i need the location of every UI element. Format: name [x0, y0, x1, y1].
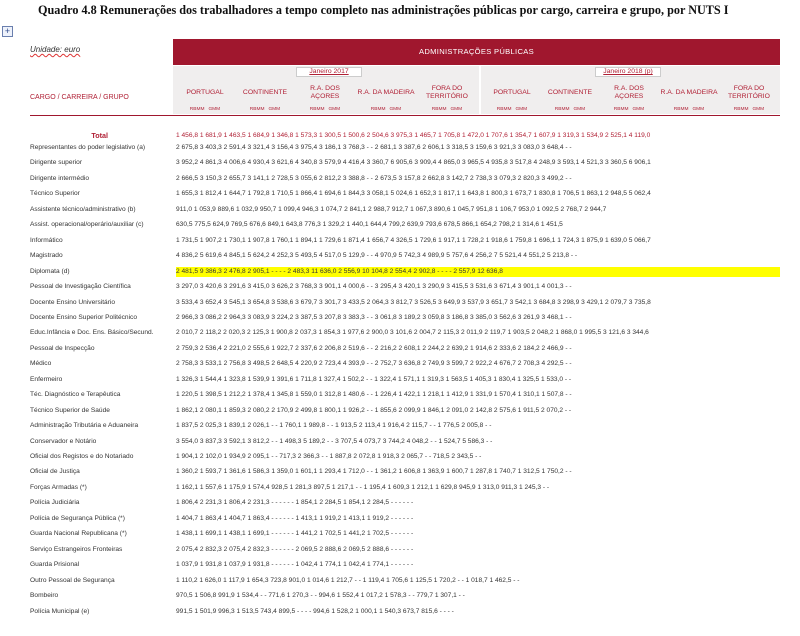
row-label: Assist. operacional/operário/auxiliar (c): [30, 221, 144, 228]
row-values: 2 010,7 2 118,2 2 020,3 2 125,3 1 900,8 2 037,3 1 854,3 1 977,6 2 900,0 3 101,6 2 004,7 2 115,3 2 011,9 2 119,7 1 903,5 2 048,2 1 868,0 1 995,5 3 121,6 3 344,6: [176, 329, 649, 336]
col-acores-2017: R.A. DOS AÇORES: [310, 84, 340, 100]
row-label: Técnico Superior: [30, 190, 80, 197]
col-portugal-2018: PORTUGAL: [493, 88, 531, 96]
row-label: Médico: [30, 360, 52, 367]
header-rule: [30, 115, 780, 116]
subcols-portugal-2017: RBMM GMM: [189, 107, 221, 112]
row-label: Diplomata (d): [30, 268, 70, 275]
row-label: Representantes do poder legislativo (a): [30, 144, 146, 151]
row-label: Informático: [30, 237, 63, 244]
col-fora-2017: FORA DO TERRITÓRIO: [426, 84, 468, 100]
table-title: Quadro 4.8 Remunerações dos trabalhadores a tempo completo nas administrações públicas por cargo, carreira e grupo, por NUTS I: [38, 3, 729, 17]
row-header-label: CARGO / CARREIRA / GRUPO: [30, 94, 129, 101]
col-madeira-2017: R.A. DA MADEIRA: [357, 88, 415, 96]
row-label: Forças Armadas (*): [30, 484, 87, 491]
row-values: 2 759,3 2 536,4 2 221,0 2 555,6 1 922,7 2 337,6 2 206,8 2 519,6 - - 2 216,2 2 608,1 2 244,2 2 639,2 1 914,6 2 333,6 2 184,2 2 466,9 - -: [176, 345, 572, 352]
row-label: Serviço Estrangeiros Fronteiras: [30, 546, 123, 553]
row-label: Polícia Municipal (e): [30, 608, 90, 615]
row-values: 991,5 1 501,9 996,3 1 513,5 743,4 899,5 - - - - 994,6 1 528,2 1 000,1 1 540,3 673,7 815,6 - - - -: [176, 608, 454, 615]
row-label: Polícia de Segurança Pública (*): [30, 515, 125, 522]
row-values: 2 481,5 9 386,3 2 476,8 2 905,1 - - - - 2 483,3 11 636,0 2 556,9 10 104,8 2 554,4 2 902,8 - - - - 2 557,9 12 636,8: [176, 267, 780, 277]
row-values: 1 731,5 1 907,2 1 730,1 1 907,8 1 760,1 1 894,1 1 729,6 1 871,4 1 656,7 4 326,5 1 729,6 1 917,1 1 728,2 1 918,6 1 759,8 1 696,1 1 724,3 1 875,9 1 639,0 5 066,7: [176, 237, 651, 244]
row-values: 630,5 775,5 624,9 769,5 676,6 849,1 643,8 776,3 1 329,2 1 440,1 644,4 799,2 639,9 793,6 678,5 866,1 654,2 798,2 1 314,6 1 451,5: [176, 221, 563, 228]
row-values: 1 837,5 2 025,3 1 839,1 2 026,1 - - 1 760,1 1 989,8 - - 1 913,5 2 113,4 1 916,4 2 115,7 - - 1 776,5 2 005,8 - -: [176, 422, 492, 429]
subcols-acores-2017: RBMM GMM: [309, 107, 341, 112]
row-values: 1 220,5 1 398,5 1 212,2 1 378,4 1 345,8 1 559,0 1 312,8 1 480,6 - - 1 226,4 1 422,1 1 218,1 1 412,9 1 331,9 1 570,4 1 310,1 1 507,8 - -: [176, 391, 572, 398]
subcols-madeira-2018: RBMM GMM: [673, 107, 705, 112]
subcols-portugal-2018: RBMM GMM: [496, 107, 528, 112]
row-label: Docente Ensino Superior Politécnico: [30, 314, 138, 321]
header-banner: ADMINISTRAÇÕES PÚBLICAS: [173, 39, 780, 65]
row-values: 3 533,4 3 652,4 3 545,1 3 654,8 3 538,6 3 679,7 3 301,7 3 433,5 2 064,3 3 812,7 3 526,5 3 649,9 3 537,9 3 651,7 3 542,1 3 684,8 3 298,9 3 429,1 2 079,7 3 735,8: [176, 299, 651, 306]
row-label: Bombeiro: [30, 592, 59, 599]
row-values: 1 037,9 1 931,8 1 037,9 1 931,8 - - - - - - 1 042,4 1 774,1 1 042,4 1 774,1 - - - - - -: [176, 561, 414, 568]
subcols-madeira-2017: RBMM GMM: [370, 107, 402, 112]
row-label: Oficial de Justiça: [30, 468, 80, 475]
row-values: 1 110,2 1 626,0 1 117,9 1 654,3 723,8 901,0 1 014,6 1 212,7 - - 1 119,4 1 705,6 1 125,5 1 720,2 - - 1 018,7 1 462,5 - -: [176, 577, 520, 584]
row-values: 2 075,4 2 832,3 2 075,4 2 832,3 - - - - - - 2 069,5 2 888,6 2 069,5 2 888,6 - - - - - -: [176, 546, 414, 553]
subcols-continente-2017: RBMM GMM: [249, 107, 281, 112]
row-values: 4 836,2 5 619,6 4 845,1 5 624,2 4 252,3 5 493,5 4 517,0 5 129,9 - - 4 970,9 5 742,3 4 989,9 5 757,6 4 256,2 7 5 521,4 4 551,2 5 213,8 - -: [176, 252, 578, 259]
col-continente-2017: CONTINENTE: [242, 88, 288, 96]
subcols-continente-2018: RBMM GMM: [554, 107, 586, 112]
row-values: 2 966,3 3 086,2 2 964,3 3 083,9 3 224,2 3 387,5 3 207,8 3 383,3 - - 3 061,8 3 189,2 3 059,8 3 186,8 3 385,0 3 562,6 3 261,9 3 468,1 - -: [176, 314, 572, 321]
row-values: 3 554,0 3 837,3 3 592,1 3 812,2 - - 1 498,3 5 189,2 - - 3 707,5 4 073,7 3 744,2 4 048,2 - - 1 524,7 5 586,3 - -: [176, 438, 493, 445]
period-2017: Janeiro 2017: [296, 67, 362, 77]
row-label: Pessoal de Investigação Científica: [30, 283, 131, 290]
col-portugal-2017: PORTUGAL: [186, 88, 224, 96]
row-label: Oficial dos Registos e do Notariado: [30, 453, 134, 460]
expand-icon[interactable]: +: [2, 26, 13, 37]
row-values: 1 806,4 2 231,3 1 806,4 2 231,3 - - - - - - 1 854,1 2 284,5 1 854,1 2 284,5 - - - - - -: [176, 499, 414, 506]
row-values: 1 904,1 2 102,0 1 934,9 2 095,1 - - 717,3 2 366,3 - - 1 887,8 2 072,8 1 918,3 2 065,7 - - 718,5 2 343,5 - -: [176, 453, 482, 460]
row-label: Docente Ensino Universitário: [30, 299, 116, 306]
subcols-fora-2018: RBMM GMM: [733, 107, 765, 112]
row-label: Guarda Prisional: [30, 561, 80, 568]
row-values: 2 758,3 3 533,1 2 756,8 3 498,5 2 648,5 4 220,9 2 723,4 4 393,9 - - 2 752,7 3 636,8 2 749,9 3 599,7 2 922,2 4 676,7 2 708,3 4 292,5 - -: [176, 360, 572, 367]
row-values: 3 297,0 3 420,6 3 291,6 3 415,0 3 626,2 3 768,3 3 901,1 4 000,6 - - 3 295,4 3 420,1 3 290,9 3 415,5 3 531,6 3 671,4 3 901,1 4 001,3 - -: [176, 283, 572, 290]
col-fora-2018: FORA DO TERRITÓRIO: [728, 84, 770, 100]
row-label: Administração Tributária e Aduaneira: [30, 422, 139, 429]
row-values: 2 666,5 3 150,3 2 655,7 3 141,1 2 728,5 3 055,6 2 812,2 3 388,8 - - 2 673,5 3 157,8 2 662,8 3 142,7 2 738,3 3 079,3 2 820,3 3 499,2 - -: [176, 175, 572, 182]
row-label: Téc. Diagnóstico e Terapêutica: [30, 391, 121, 398]
row-values: 1 862,1 2 080,1 1 859,3 2 080,2 2 170,9 2 499,8 1 800,1 1 926,2 - - 1 855,6 2 099,9 1 846,1 2 091,0 2 142,8 2 575,6 1 911,5 2 070,2 - -: [176, 407, 572, 414]
row-label: Técnico Superior de Saúde: [30, 407, 110, 414]
col-madeira-2018: R.A. DA MADEIRA: [660, 88, 718, 96]
period-2018: Janeiro 2018 (p): [595, 67, 661, 77]
subcols-acores-2018: RBMM GMM: [613, 107, 645, 112]
total-label: Total: [91, 131, 108, 140]
row-values: 1 404,7 1 863,4 1 404,7 1 863,4 - - - - - - 1 413,1 1 919,2 1 413,1 1 919,2 - - - - - -: [176, 515, 414, 522]
row-values: 1 438,1 1 699,1 1 438,1 1 699,1 - - - - - - 1 441,2 1 702,5 1 441,2 1 702,5 - - - - - -: [176, 530, 414, 537]
row-label: Conservador e Notário: [30, 438, 97, 445]
subcols-fora-2017: RBMM GMM: [431, 107, 463, 112]
row-values: 1 360,2 1 593,7 1 361,6 1 586,3 1 359,0 1 601,1 1 293,4 1 712,0 - - 1 361,2 1 606,8 1 363,9 1 600,7 1 287,8 1 740,7 1 312,5 1 750,2 - -: [176, 468, 572, 475]
row-values: 3 952,2 4 861,3 4 006,6 4 930,4 3 621,6 4 340,8 3 579,9 4 416,4 3 360,7 6 905,6 3 909,4 4 865,0 3 965,5 4 935,8 3 517,8 4 248,9 3 593,1 4 521,3 3 360,5 6 906,1: [176, 159, 651, 166]
row-values: 1 162,1 1 557,6 1 175,9 1 574,4 928,5 1 281,3 897,5 1 217,1 - - 1 195,4 1 609,3 1 212,1 1 629,8 945,9 1 313,0 911,3 1 245,3 - -: [176, 484, 550, 491]
row-label: Guarda Nacional Republicana (*): [30, 530, 127, 537]
row-values: 1 326,3 1 544,4 1 323,8 1 539,9 1 391,6 1 711,8 1 327,4 1 502,2 - - 1 322,4 1 571,1 1 319,3 1 563,5 1 405,3 1 830,4 1 325,5 1 533,0 - -: [176, 376, 572, 383]
row-values: 1 655,3 1 812,4 1 644,7 1 792,8 1 710,5 1 866,4 1 694,6 1 844,3 3 058,1 5 024,6 1 652,3 1 817,1 1 643,8 1 800,3 1 673,7 1 830,8 1 706,5 1 863,1 2 948,5 5 062,4: [176, 190, 651, 197]
row-label: Assistente técnico/administrativo (b): [30, 206, 136, 213]
row-values: 970,5 1 506,8 991,9 1 534,4 - - 771,6 1 270,3 - - 994,6 1 552,4 1 017,2 1 578,3 - - 779,7 1 307,1 - -: [176, 592, 465, 599]
row-values: 2 675,8 3 403,3 2 591,4 3 321,4 3 156,4 3 975,4 3 186,1 3 768,3 - - 2 681,1 3 387,6 2 606,1 3 318,5 3 159,6 3 921,3 3 083,0 3 648,4 - -: [176, 144, 572, 151]
row-label: Pessoal de Inspecção: [30, 345, 95, 352]
row-label: Enfermeiro: [30, 376, 63, 383]
row-label: Magistrado: [30, 252, 63, 259]
row-label: Polícia Judiciária: [30, 499, 80, 506]
col-acores-2018: R.A. DOS AÇORES: [614, 84, 644, 100]
row-label: Dirigente superior: [30, 159, 83, 166]
row-label: Dirigente intermédio: [30, 175, 90, 182]
row-label: Educ.Infância e Doc. Ens. Básico/Secund.: [30, 329, 154, 336]
unit-label: Unidade: euro: [30, 45, 81, 54]
row-values: 911,0 1 053,9 889,6 1 032,9 950,7 1 099,4 946,3 1 074,7 2 841,1 2 988,7 912,7 1 067,3 890,6 1 045,7 951,8 1 106,7 953,0 1 092,5 2 768,7 2 944,7: [176, 206, 607, 213]
total-values: 1 456,8 1 681,9 1 463,5 1 684,9 1 346,8 1 573,3 1 300,5 1 500,6 2 504,6 3 975,3 1 465,7 1 705,8 1 472,0 1 707,6 1 354,7 1 607,9 1 319,3 1 534,9 2 525,1 4 119,0: [176, 132, 651, 139]
row-label: Outro Pessoal de Segurança: [30, 577, 115, 584]
col-continente-2018: CONTINENTE: [547, 88, 593, 96]
